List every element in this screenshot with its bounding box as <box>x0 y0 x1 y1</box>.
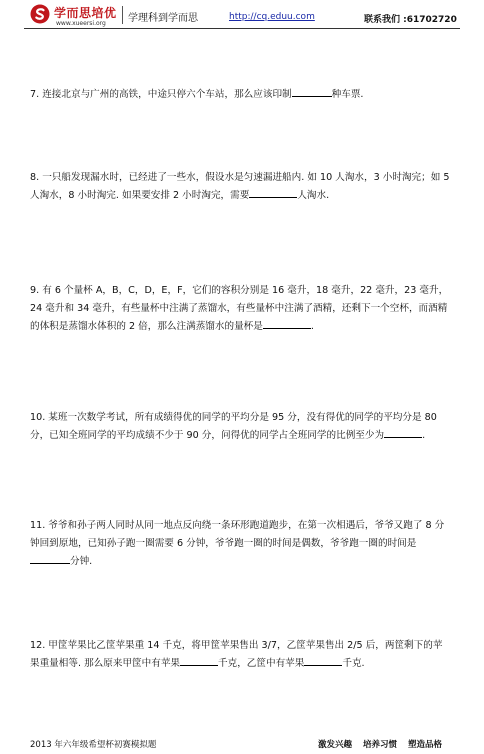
question-text: 千克，乙筐中有苹果 <box>218 658 305 669</box>
question-text: 分钟. <box>70 556 93 567</box>
question-text: 人淘水. <box>297 190 330 201</box>
question-text: 10. 某班一次数学考试，所有成绩得优的同学的平均分是 95 分，没有得优的同学的平均分是 80 分，已知全班同学的平均成绩不少于 90 分，问得优的同学占全班同学的比例至少为 <box>30 412 437 441</box>
question-text: 8. 一只船发现漏水时，已经进了一些水，假设水是匀速漏进船内. 如 10 人淘水，3 小时淘完；如 5 人淘水，8 小时淘完. 如果要安排 2 小时淘完，需要 <box>30 172 450 201</box>
question-7 <box>30 86 450 104</box>
question-text: 7. 连接北京与广州的高铁，中途只停六个车站，那么应该印制 <box>30 89 292 100</box>
header-divider <box>122 6 123 24</box>
brand-logo-icon <box>30 4 50 24</box>
answer-blank[interactable] <box>304 655 342 666</box>
slogan: 学理科到学而思 <box>128 13 198 24</box>
motto-item: 培养习惯 <box>362 740 397 750</box>
answer-blank[interactable] <box>30 553 70 564</box>
motto-item: 塑造品格 <box>407 740 442 750</box>
answer-blank[interactable] <box>263 318 311 329</box>
footer-title: 2013 年六年级希望杯初赛模拟题 <box>30 740 157 750</box>
question-text: 9. 有 6 个量杯 A，B，C，D，E，F，它们的容积分别是 16 毫升，18 毫升，22 毫升，23 毫升，24 毫升和 34 毫升，有些量杯中注满了蒸馏水，有些量杯中注满了酒精，还剩下一个空杯，而酒精的体积是蒸馏水体积的 2 倍，那么注满蒸馏水的量杯是 <box>30 285 449 332</box>
header-rule <box>24 28 460 29</box>
motto-item: 激发兴趣 <box>318 740 353 750</box>
footer-motto <box>318 738 442 750</box>
answer-blank[interactable] <box>180 655 218 666</box>
brand-name: 学而思培优 <box>54 6 117 20</box>
question-text: . <box>422 430 426 441</box>
answer-blank[interactable] <box>292 86 332 97</box>
question-9 <box>30 282 450 336</box>
question-8 <box>30 169 450 205</box>
question-text: 11. 爷爷和孙子两人同时从同一地点反向绕一条环形跑道跑步，在第一次相遇后，爷爷又跑了 8 分钟回到原地，已知孙子跑一圈需要 6 分钟，爷爷跑一圈的时间是偶数，爷爷跑一圈的时间是 <box>30 520 445 549</box>
site-link[interactable]: http://cq.eduu.com <box>229 12 315 22</box>
question-11 <box>30 517 450 571</box>
question-text: . <box>310 321 314 332</box>
brand-url: www.xueersi.org <box>56 20 106 27</box>
question-10 <box>30 409 450 445</box>
question-text: 种车票. <box>331 89 364 100</box>
question-text: 千克. <box>342 658 365 669</box>
page-header <box>0 0 484 36</box>
answer-blank[interactable] <box>384 427 422 438</box>
question-12 <box>30 637 450 673</box>
question-text: 12. 甲筐苹果比乙筐苹果重 14 千克，将甲筐苹果售出 3/7，乙筐苹果售出 2/5 后，两筐剩下的苹果重量相等. 那么原来甲筐中有苹果 <box>30 640 443 669</box>
answer-blank[interactable] <box>249 187 297 198</box>
contact-info: 联系我们 :61702720 <box>364 15 457 25</box>
